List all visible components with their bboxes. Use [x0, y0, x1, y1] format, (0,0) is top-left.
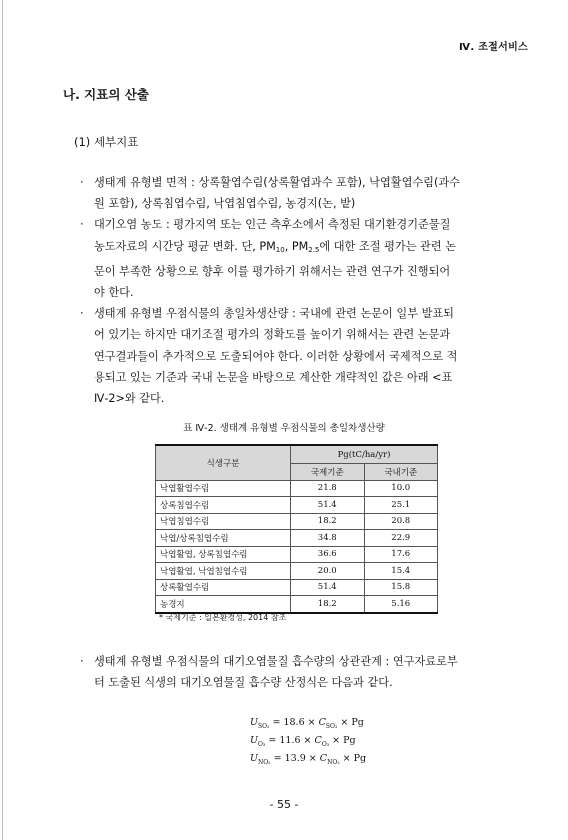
row-intl: 51.4 — [291, 579, 365, 596]
page-number: - 55 - — [269, 798, 299, 811]
table-row — [156, 513, 438, 530]
table-row — [156, 596, 438, 613]
section-title: 나. 지표의 산출 — [63, 87, 149, 102]
formula-no2: $U_{NO_2} = 13.9 \times C_{NO_2} \times Pg$ — [250, 752, 367, 766]
bullet-item — [80, 172, 535, 214]
row-dom: 15.8 — [364, 579, 438, 596]
table-row — [156, 480, 438, 497]
row-dom: 22.9 — [364, 530, 438, 547]
bullet-item — [80, 651, 535, 693]
table-footnote: * 국제기준 : 일본환경성, 2014 참조 — [159, 613, 287, 622]
gpp-table — [155, 444, 438, 614]
row-dom: 20.8 — [364, 513, 438, 530]
table-caption: 표 Ⅳ-2. 생태계 유형별 우점식물의 총일차생산량 — [183, 423, 385, 434]
bullet-dot: · — [80, 176, 84, 189]
table-row — [156, 563, 438, 580]
bullet-text: 생태계 유형별 우점식물의 총일차생산량 : 국내에 관련 논문이 일부 발표되 어 있기는 하지만 대기조절 평가의 정확도를 높이기 위해서는 관련 논문과 연구결과들이 추가적으로 도출되어야 한다. 이러한 상황에서 국제적으로 적 용되고 있는 기준과 국내 논문을 바탕으로 계산한 개략적인 값은 아래 <표 Ⅳ-2>와 같다. — [94, 307, 458, 406]
row-intl: 18.2 — [291, 596, 365, 613]
bullet-item — [80, 214, 535, 303]
bullet-dot: · — [80, 218, 84, 232]
row-intl: 18.2 — [291, 513, 365, 530]
header-domestic: 국내기준 — [364, 464, 438, 481]
row-dom: 25.1 — [364, 497, 438, 514]
header-international: 국제기준 — [291, 464, 365, 481]
row-dom: 10.0 — [364, 480, 438, 497]
row-name: 낙엽침엽수림 — [156, 513, 291, 530]
row-dom: 15.4 — [364, 563, 438, 580]
formula-o3: $U_{O_3} = 11.6 \times C_{O_3} \times Pg$ — [250, 734, 356, 748]
row-dom: 5.16 — [364, 596, 438, 613]
row-intl: 20.0 — [291, 563, 365, 580]
row-intl: 34.8 — [291, 530, 365, 547]
bullet-dot: · — [80, 655, 84, 668]
chapter-header: Ⅳ. 조절서비스 — [459, 42, 528, 53]
bullet-text: 대기오염 농도 : 평가지역 또는 인근 측후소에서 측정된 대기환경기준물질 농도자료의 시간당 평균 변화. 단, $PM_{10}$, $PM_{2.5}$에 대한 조절 평가는 관련 논 문이 부족한 상황으로 향후 이를 평가하기 위해서는 관련 연구가 진행되어 야 한다. — [94, 218, 457, 300]
row-name: 농경지 — [156, 596, 291, 613]
bullet-text: 생태계 유형별 우점식물의 대기오염물질 흡수량의 상관관계 : 연구자료로부 터 도출된 식생의 대기오염물질 흡수량 산정식은 다음과 같다. — [94, 655, 458, 690]
bullet-item — [80, 303, 535, 409]
bullet-list — [80, 651, 535, 693]
header-vegetation-type: 식생구분 — [156, 445, 291, 480]
bullet-dot: · — [80, 307, 84, 321]
row-intl: 21.8 — [291, 480, 365, 497]
row-dom: 17.6 — [364, 546, 438, 563]
formula-block — [250, 716, 366, 770]
row-name: 상록활엽수림 — [156, 579, 291, 596]
row-intl: 36.6 — [291, 546, 365, 563]
bullet-text: 생태계 유형별 면적 : 상록활엽수림(상록활엽과수 포함), 낙엽활엽수림(과수 원 포함), 상록침엽수림, 낙엽침엽수림, 농경지(논, 밭) — [94, 176, 460, 211]
table-row — [156, 497, 438, 514]
table-row — [156, 530, 438, 547]
bullet-list — [80, 172, 535, 409]
row-name: 낙엽활엽수림 — [156, 480, 291, 497]
row-name: 낙엽활엽, 상록침엽수림 — [156, 546, 291, 563]
row-name: 상록침엽수림 — [156, 497, 291, 514]
formula-so2: $U_{SO_2} = 18.6 \times C_{SO_2} \times Pg$ — [250, 717, 364, 730]
subheading: (1) 세부지표 — [74, 135, 139, 149]
header-pg-group: Pg(tC/ha/yr) — [291, 445, 438, 464]
table-row — [156, 546, 438, 563]
row-name: 낙엽/상록침엽수림 — [156, 530, 291, 547]
row-name: 낙엽활엽, 낙엽침엽수림 — [156, 563, 291, 580]
row-intl: 51.4 — [291, 497, 365, 514]
table-row — [156, 579, 438, 596]
